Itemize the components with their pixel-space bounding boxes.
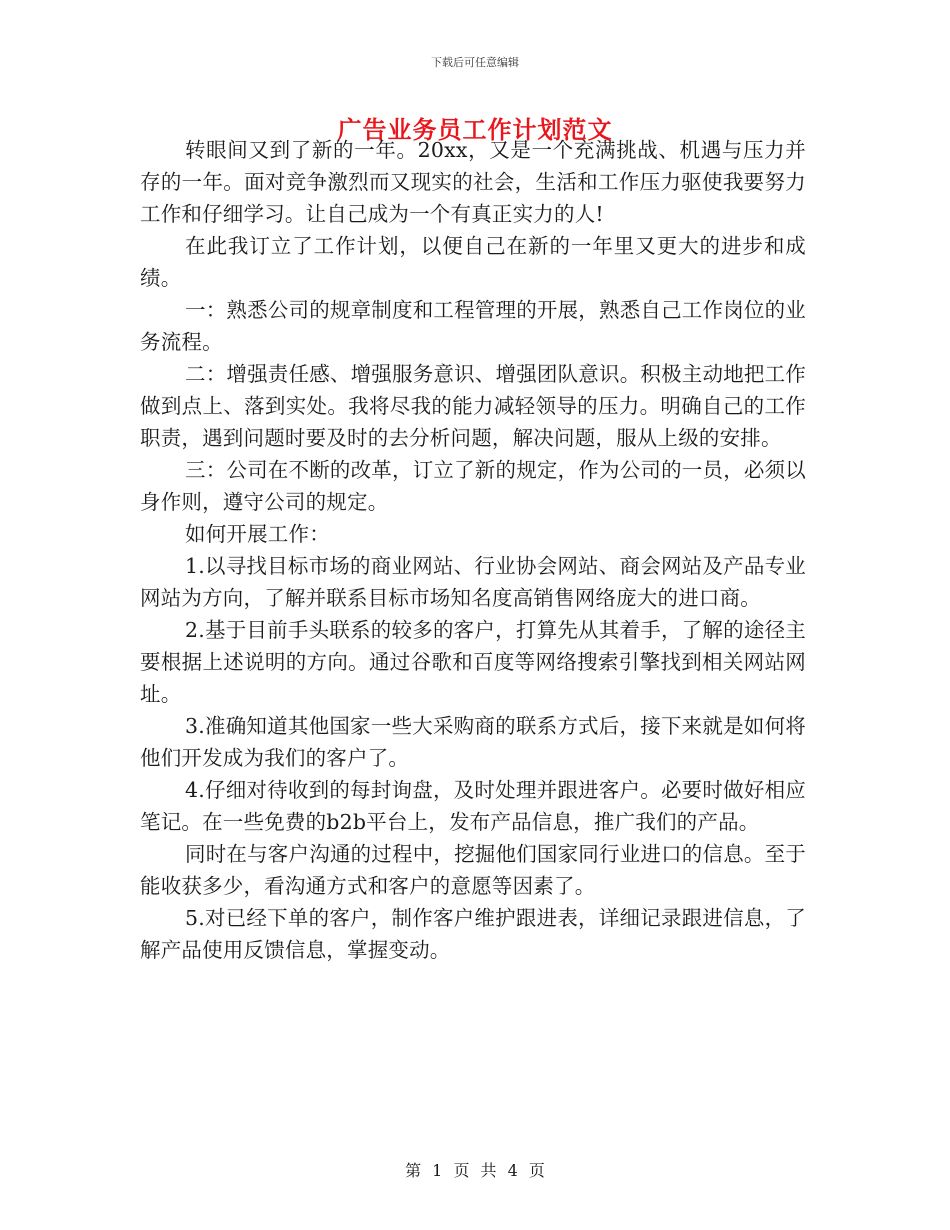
paragraph-item-2: 二：增强责任感、增强服务意识、增强团队意识。积极主动地把工作做到点上、落到实处。我将尽我的能力减轻领导的压力。明确自己的工作职责，遇到问题时要及时的去分析问题，解决问题，服从上级的安排。 — [140, 362, 806, 450]
paragraph-how-to: 如何开展工作： — [185, 522, 330, 546]
paragraph-step-4: 4.仔细对待收到的每封询盘，及时处理并跟进客户。必要时做好相应笔记。在一些免费的b2b平台上，发布产品信息，推广我们的产品。 — [140, 778, 806, 834]
header-note: 下载后可任意编辑 — [431, 56, 519, 69]
paragraph-step-1: 1.以寻找目标市场的商业网站、行业协会网站、商会网站及产品专业网站为方向，了解并联系目标市场知名度高销售网络庞大的进口商。 — [140, 554, 806, 610]
paragraph-plan: 在此我订立了工作计划，以便自己在新的一年里又更大的进步和成绩。 — [140, 234, 806, 290]
paragraph-item-1: 一：熟悉公司的规章制度和工程管理的开展，熟悉自己工作岗位的业务流程。 — [140, 298, 806, 354]
paragraph-step-4-note: 同时在与客户沟通的过程中，挖掘他们国家同行业进口的信息。至于能收获多少，看沟通方式和客户的意愿等因素了。 — [140, 842, 806, 898]
paragraph-item-3: 三：公司在不断的改革，订立了新的规定，作为公司的一员，必须以身作则，遵守公司的规定。 — [140, 458, 806, 514]
paragraph-intro: 转眼间又到了新的一年。20xx，又是一个充满挑战、机遇与压力并存的一年。面对竞争激烈而又现实的社会，生活和工作压力驱使我要努力工作和仔细学习。让自己成为一个有真正实力的人! — [140, 138, 806, 226]
paragraph-step-3: 3.准确知道其他国家一些大采购商的联系方式后，接下来就是如何将他们开发成为我们的客户了。 — [140, 714, 806, 770]
page-footer: 第 1 页 共 4 页 — [405, 1161, 545, 1180]
paragraph-step-5: 5.对已经下单的客户，制作客户维护跟进表，详细记录跟进信息，了解产品使用反馈信息，掌握变动。 — [140, 906, 806, 962]
document-body — [140, 134, 806, 966]
paragraph-step-2: 2.基于目前手头联系的较多的客户，打算先从其着手，了解的途径主要根据上述说明的方向。通过谷歌和百度等网络搜索引擎找到相关网站网址。 — [140, 618, 806, 706]
document-title: 广告业务员工作计划范文 — [337, 115, 613, 144]
